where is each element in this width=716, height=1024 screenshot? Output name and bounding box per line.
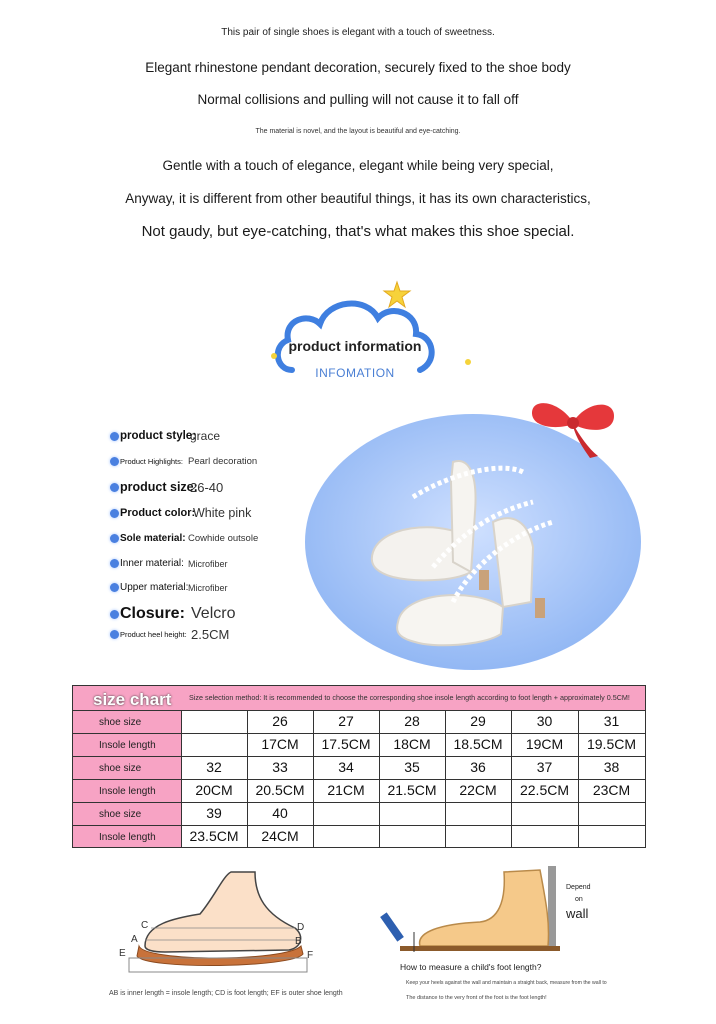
table-cell: 33 xyxy=(272,759,288,775)
row-label: Insole length xyxy=(99,786,156,797)
table-cell: 30 xyxy=(536,713,553,729)
grid-line xyxy=(247,710,248,847)
spec-value: 26-40 xyxy=(190,479,224,495)
spec-row-closure xyxy=(110,605,330,623)
table-cell: 27 xyxy=(338,713,354,729)
table-cell: 34 xyxy=(338,759,354,775)
foot-length-diagram xyxy=(105,866,355,1006)
table-cell: 23.5CM xyxy=(189,828,239,844)
grid-line xyxy=(73,756,645,757)
wall-label-small1: Depend xyxy=(566,884,591,891)
spec-value: Pearl decoration xyxy=(188,456,258,467)
table-cell: 17CM xyxy=(261,736,299,752)
grid-line xyxy=(73,710,645,711)
grid-line xyxy=(73,733,645,734)
intro-line-3: Normal collisions and pulling will not cause it to fall off xyxy=(197,92,519,107)
table-cell: 24CM xyxy=(261,828,299,844)
table-cell: 20CM xyxy=(195,782,233,798)
measure-illustration xyxy=(380,862,640,962)
foot-diagram-caption: AB is inner length = insole length; CD is foot length; EF is outer shoe length xyxy=(109,990,343,997)
table-cell: 26 xyxy=(272,713,288,729)
intro-line-5: Gentle with a touch of elegance, elegant while being very special, xyxy=(162,158,554,173)
spec-value: grace xyxy=(190,429,221,443)
size-chart-table xyxy=(72,685,646,848)
grid-line xyxy=(73,825,645,826)
star-icon xyxy=(382,280,412,310)
table-cell: 18.5CM xyxy=(453,736,503,752)
row-label: shoe size xyxy=(99,717,142,728)
spec-row-style xyxy=(110,430,330,442)
table-cell: 22.5CM xyxy=(519,782,570,798)
intro-line-1: This pair of single shoes is elegant with a touch of sweetness. xyxy=(221,27,495,38)
table-cell: 19CM xyxy=(525,736,564,752)
table-cell: 23CM xyxy=(592,782,631,798)
intro-line-6: Anyway, it is different from other beautiful things, it has its own characteristics, xyxy=(125,191,591,206)
row-label: shoe size xyxy=(99,763,142,774)
table-cell: 38 xyxy=(603,759,620,775)
row-label: Insole length xyxy=(99,740,156,751)
size-chart-title: size chart xyxy=(93,690,172,709)
table-cell: 35 xyxy=(404,759,420,775)
spec-row-inner xyxy=(110,558,330,569)
spec-value: Microfiber xyxy=(188,582,228,593)
bullet-icon xyxy=(110,559,119,568)
spec-row-upper xyxy=(110,582,330,593)
row-label: shoe size xyxy=(99,809,142,820)
spec-row-sole xyxy=(110,533,330,544)
row-label: Insole length xyxy=(99,832,156,843)
spec-label: Product Highlights: xyxy=(120,457,183,466)
intro-line-4: The material is novel, and the layout is beautiful and eye-catching. xyxy=(255,128,461,135)
spec-label: Upper material: xyxy=(120,582,189,593)
spec-value: 2.5CM xyxy=(191,627,230,642)
table-cell: 36 xyxy=(470,759,486,775)
bullet-icon xyxy=(110,432,119,441)
table-cell: 40 xyxy=(272,805,288,821)
spec-row-size xyxy=(110,480,330,494)
spec-value: Velcro xyxy=(191,605,236,622)
spec-label: Product color: xyxy=(120,507,196,519)
wall-label-small2: on xyxy=(575,896,583,903)
size-chart-note: Size selection method: It is recommended to choose the corresponding shoe insole length according to foot length + approximately 0.5CM! xyxy=(189,693,630,702)
measure-instructions xyxy=(380,862,640,1012)
intro-line-7: Not gaudy, but eye-catching, that's what makes this shoe special. xyxy=(141,223,575,240)
bullet-icon xyxy=(110,509,119,518)
spec-row-color xyxy=(110,507,330,519)
table-cell: 17.5CM xyxy=(321,736,371,752)
measure-step-2: The distance to the very front of the foot is the foot length! xyxy=(406,995,547,1001)
measure-step-1: Keep your heels against the wall and maintain a straight back, measure from the wall to xyxy=(406,980,607,986)
grid-line xyxy=(313,710,314,847)
table-cell: 22CM xyxy=(459,782,497,798)
product-photo xyxy=(303,402,643,670)
point-label: E xyxy=(119,948,126,959)
table-cell: 21CM xyxy=(327,782,365,798)
spec-label: product size: xyxy=(120,480,198,494)
point-label: A xyxy=(131,934,138,945)
grid-line xyxy=(181,710,182,847)
bullet-icon xyxy=(110,583,119,592)
badge-subtitle: INFOMATION xyxy=(315,366,395,380)
table-cell: 18CM xyxy=(393,736,431,752)
grid-line xyxy=(379,710,380,847)
bullet-icon xyxy=(110,610,119,619)
bullet-icon xyxy=(110,630,119,639)
spec-value: Microfiber xyxy=(188,558,228,569)
bullet-icon xyxy=(110,457,119,466)
grid-line xyxy=(73,802,645,803)
table-cell: 32 xyxy=(206,759,222,775)
spec-label: Sole material: xyxy=(120,533,186,544)
bow-icon xyxy=(528,390,618,460)
spec-label: Product heel height: xyxy=(120,630,187,639)
badge-title: product information xyxy=(288,338,422,354)
grid-line xyxy=(511,710,512,847)
foot-outline-icon xyxy=(105,866,355,991)
intro-line-2: Elegant rhinestone pendant decoration, securely fixed to the shoe body xyxy=(145,60,571,75)
table-cell: 29 xyxy=(470,713,486,729)
table-cell: 37 xyxy=(536,759,553,775)
point-label: F xyxy=(307,950,314,961)
table-cell: 21.5CM xyxy=(387,782,437,798)
measure-title: How to measure a child's foot length? xyxy=(400,962,542,972)
point-label: B xyxy=(295,936,302,947)
bullet-icon xyxy=(110,483,119,492)
table-cell: 39 xyxy=(206,805,222,821)
grid-line xyxy=(73,779,645,780)
point-label: C xyxy=(141,920,149,931)
spec-value: White pink xyxy=(193,506,252,520)
spec-label: product style: xyxy=(120,430,197,442)
spec-row-highlights xyxy=(110,457,330,466)
table-cell: 20.5CM xyxy=(255,782,305,798)
spec-value: Cowhide outsole xyxy=(188,533,259,544)
spec-row-heel xyxy=(110,627,330,642)
grid-line xyxy=(578,710,579,847)
table-cell: 31 xyxy=(603,713,620,729)
spec-label: Closure: xyxy=(120,605,185,622)
grid-line xyxy=(445,710,446,847)
yellow-dot-icon xyxy=(465,359,471,365)
wall-label: wall xyxy=(566,906,589,921)
spec-label: Inner material: xyxy=(120,558,184,569)
product-information-badge xyxy=(270,290,440,385)
table-cell: 28 xyxy=(404,713,420,729)
bullet-icon xyxy=(110,534,119,543)
point-label: D xyxy=(297,922,305,933)
table-cell: 19.5CM xyxy=(586,736,637,752)
